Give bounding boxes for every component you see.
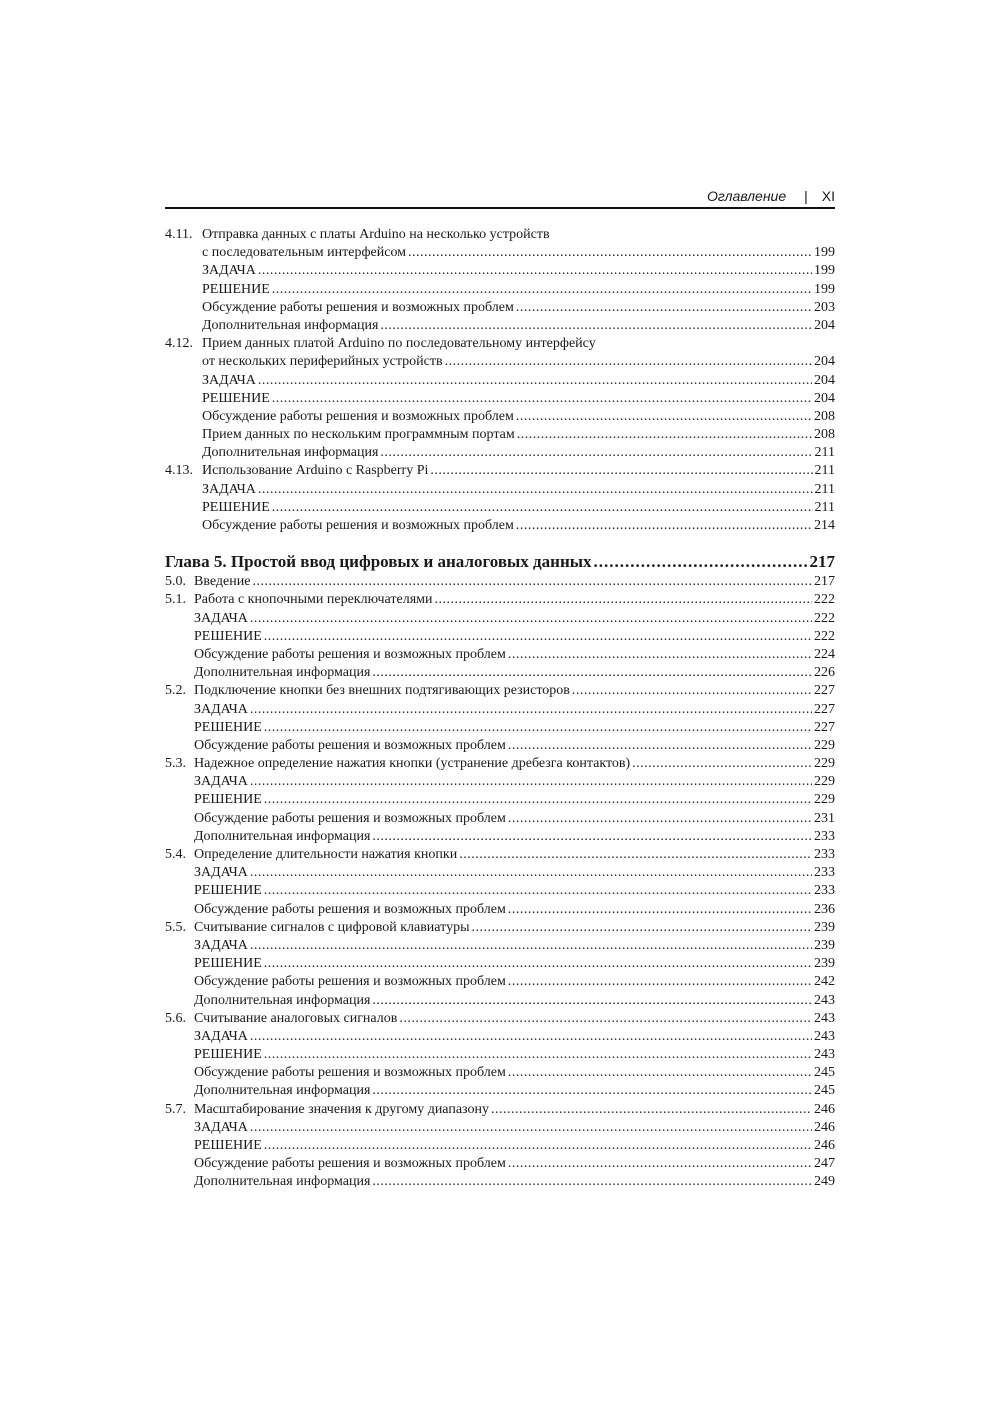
chapter-title: Глава 5. Простой ввод цифровых и аналоговых данных bbox=[165, 552, 592, 572]
toc-entry[interactable] bbox=[165, 226, 835, 244]
toc-page: 231 bbox=[814, 810, 835, 826]
toc-number: 4.13. bbox=[165, 463, 193, 479]
toc-leader bbox=[508, 1155, 812, 1173]
toc-leader bbox=[459, 846, 812, 864]
toc-title: Дополнительная информация bbox=[202, 317, 379, 333]
toc-entry[interactable] bbox=[165, 372, 835, 390]
toc-entry[interactable] bbox=[165, 610, 835, 628]
toc-page: 222 bbox=[814, 610, 835, 626]
toc-entry[interactable] bbox=[165, 955, 835, 973]
toc-title: Прием данных платой Arduino по последовательному интерфейсу bbox=[202, 336, 596, 352]
toc-page: 227 bbox=[814, 701, 835, 717]
toc-leader bbox=[508, 901, 812, 919]
toc-title: Считывание аналоговых сигналов bbox=[194, 1010, 398, 1026]
toc-entry[interactable] bbox=[165, 1119, 835, 1137]
toc-page: 243 bbox=[814, 1028, 835, 1044]
toc-page: 226 bbox=[814, 665, 835, 681]
toc-page: 204 bbox=[814, 317, 835, 333]
toc-leader bbox=[508, 810, 812, 828]
toc-entry[interactable] bbox=[165, 937, 835, 955]
toc-page: 211 bbox=[814, 499, 835, 515]
toc-page: 204 bbox=[814, 354, 835, 370]
toc-page: 211 bbox=[814, 445, 835, 461]
toc-number: 5.2. bbox=[165, 683, 186, 699]
toc-title: Определение длительности нажатия кнопки bbox=[194, 847, 458, 862]
toc-leader bbox=[258, 481, 813, 499]
toc-title: ЗАДАЧА bbox=[202, 263, 256, 279]
toc-leader bbox=[516, 517, 812, 535]
toc-page: 199 bbox=[814, 281, 835, 297]
toc-leader bbox=[272, 390, 812, 408]
toc-title: Обсуждение работы решения и возможных проблем bbox=[202, 518, 514, 533]
toc-entry[interactable] bbox=[165, 719, 835, 737]
toc-leader bbox=[264, 1137, 812, 1155]
toc-title: Прием данных по нескольким программным портам bbox=[202, 427, 515, 443]
toc-page: 199 bbox=[814, 245, 835, 261]
toc-chapter-entry[interactable] bbox=[165, 551, 835, 573]
toc-number: 4.11. bbox=[165, 227, 193, 242]
toc-title: Подключение кнопки без внешних подтягивающих резисторов bbox=[194, 683, 570, 699]
toc-page: 222 bbox=[814, 628, 835, 644]
toc-page: 229 bbox=[814, 756, 835, 772]
toc-page: 239 bbox=[814, 956, 835, 972]
header-separator: | bbox=[804, 188, 808, 204]
toc-title: Использование Arduino с Raspberry Pi bbox=[202, 463, 429, 479]
toc-page: 233 bbox=[814, 847, 835, 862]
toc-leader bbox=[508, 646, 812, 664]
toc-leader bbox=[632, 755, 812, 773]
header-page-number: XI bbox=[821, 188, 835, 204]
toc-title: Дополнительная информация bbox=[194, 1174, 371, 1190]
toc-title: Обсуждение работы решения и возможных проблем bbox=[194, 646, 506, 662]
toc-page: 229 bbox=[814, 737, 835, 753]
toc-entry[interactable] bbox=[165, 462, 835, 480]
toc-entry[interactable] bbox=[165, 1155, 835, 1173]
toc-title: РЕШЕНИЕ bbox=[194, 956, 262, 972]
toc-title: Дополнительная информация bbox=[194, 828, 371, 844]
toc-title: ЗАДАЧА bbox=[202, 372, 256, 388]
toc-page: 233 bbox=[814, 828, 835, 844]
toc-title: РЕШЕНИЕ bbox=[194, 1047, 262, 1063]
toc-title: ЗАДАЧА bbox=[194, 865, 248, 881]
toc-page: 214 bbox=[814, 518, 835, 533]
toc-title: ЗАДАЧА bbox=[194, 1028, 248, 1044]
toc-entry[interactable] bbox=[165, 901, 835, 919]
toc-number: 5.5. bbox=[165, 919, 186, 935]
toc-page: 242 bbox=[814, 974, 835, 990]
toc-entry[interactable] bbox=[165, 973, 835, 991]
toc-entry[interactable] bbox=[165, 244, 835, 262]
toc-title: РЕШЕНИЕ bbox=[194, 883, 262, 899]
header-rule bbox=[165, 207, 835, 209]
toc-page: 245 bbox=[814, 1083, 835, 1099]
toc-leader bbox=[372, 1173, 812, 1191]
toc-entry[interactable] bbox=[165, 317, 835, 335]
toc-leader bbox=[491, 1101, 812, 1119]
toc-leader bbox=[250, 1119, 812, 1137]
toc-page: 246 bbox=[814, 1101, 835, 1117]
toc-entry[interactable] bbox=[165, 353, 835, 371]
toc-leader bbox=[258, 262, 812, 280]
toc-leader bbox=[264, 628, 812, 646]
toc-entry[interactable] bbox=[165, 390, 835, 408]
toc-title: Дополнительная информация bbox=[194, 1083, 371, 1099]
toc-number: 4.12. bbox=[165, 336, 193, 352]
toc-leader bbox=[508, 973, 812, 991]
toc-page: 245 bbox=[814, 1065, 835, 1081]
toc-entry[interactable] bbox=[165, 864, 835, 882]
toc-leader bbox=[472, 919, 813, 937]
toc-number: 5.1. bbox=[165, 592, 186, 608]
toc-page: 203 bbox=[814, 299, 835, 315]
toc-title: ЗАДАЧА bbox=[194, 774, 248, 790]
toc-title: Работа с кнопочными переключателями bbox=[194, 592, 433, 608]
toc-leader bbox=[264, 882, 812, 900]
toc-title: Дополнительная информация bbox=[194, 665, 371, 681]
toc-page: 229 bbox=[814, 792, 835, 808]
toc-title: от нескольких периферийных устройств bbox=[202, 354, 443, 370]
toc-entry[interactable] bbox=[165, 664, 835, 682]
toc-leader bbox=[272, 499, 813, 517]
header-line bbox=[707, 186, 835, 206]
toc-page: 227 bbox=[814, 683, 835, 699]
toc-title: РЕШЕНИЕ bbox=[202, 499, 270, 515]
toc-leader bbox=[572, 682, 812, 700]
toc-title: Обсуждение работы решения и возможных проблем bbox=[194, 901, 506, 917]
toc-page: 246 bbox=[814, 1119, 835, 1135]
toc-leader bbox=[264, 955, 812, 973]
toc-entry[interactable] bbox=[165, 791, 835, 809]
toc-entry[interactable] bbox=[165, 335, 835, 353]
table-of-contents bbox=[165, 226, 835, 1192]
toc-page: 239 bbox=[814, 919, 835, 935]
toc-entry[interactable] bbox=[165, 992, 835, 1010]
toc-leader bbox=[430, 462, 812, 480]
toc-number: 5.4. bbox=[165, 847, 186, 862]
toc-page: 233 bbox=[814, 883, 835, 899]
toc-title: РЕШЕНИЕ bbox=[194, 719, 262, 735]
toc-entry[interactable] bbox=[165, 1137, 835, 1155]
toc-number: 5.3. bbox=[165, 756, 186, 772]
toc-leader bbox=[264, 1046, 812, 1064]
toc-entry[interactable] bbox=[165, 1064, 835, 1082]
toc-title: Дополнительная информация bbox=[194, 992, 371, 1008]
toc-entry[interactable] bbox=[165, 481, 835, 499]
toc-page: 233 bbox=[814, 865, 835, 881]
toc-number: 5.7. bbox=[165, 1101, 186, 1117]
toc-title: Считывание сигналов с цифровой клавиатуры bbox=[194, 919, 470, 935]
toc-leader bbox=[435, 591, 812, 609]
toc-title: РЕШЕНИЕ bbox=[202, 281, 270, 297]
toc-leader bbox=[380, 444, 812, 462]
toc-entry[interactable] bbox=[165, 1046, 835, 1064]
running-header bbox=[165, 186, 835, 206]
toc-title: с последовательным интерфейсом bbox=[202, 245, 407, 261]
toc-title: Введение bbox=[194, 574, 251, 590]
toc-page: 211 bbox=[814, 463, 835, 479]
toc-entry[interactable] bbox=[165, 773, 835, 791]
toc-leader bbox=[372, 1082, 812, 1100]
toc-title: ЗАДАЧА bbox=[194, 1119, 248, 1135]
toc-leader bbox=[516, 408, 812, 426]
toc-number: 5.0. bbox=[165, 574, 186, 590]
toc-entry[interactable] bbox=[165, 755, 835, 773]
toc-page: 247 bbox=[814, 1156, 835, 1172]
toc-leader bbox=[264, 719, 812, 737]
toc-entry[interactable] bbox=[165, 281, 835, 299]
toc-leader bbox=[372, 664, 812, 682]
toc-title: Надежное определение нажатия кнопки (устранение дребезга контактов) bbox=[194, 756, 631, 772]
toc-title: Отправка данных с платы Arduino на несколько устройств bbox=[202, 227, 550, 242]
toc-title: Обсуждение работы решения и возможных проблем bbox=[202, 408, 514, 424]
toc-page: 229 bbox=[814, 774, 835, 790]
toc-leader bbox=[250, 1028, 812, 1046]
toc-title: Обсуждение работы решения и возможных проблем bbox=[202, 299, 514, 315]
toc-title: Дополнительная информация bbox=[202, 445, 379, 461]
toc-leader bbox=[250, 937, 812, 955]
toc-entry[interactable] bbox=[165, 701, 835, 719]
toc-page: 208 bbox=[814, 408, 835, 424]
toc-entry[interactable] bbox=[165, 828, 835, 846]
toc-entry[interactable] bbox=[165, 846, 835, 864]
toc-leader bbox=[408, 244, 812, 262]
toc-entry[interactable] bbox=[165, 919, 835, 937]
toc-entry[interactable] bbox=[165, 646, 835, 664]
toc-leader bbox=[272, 281, 812, 299]
toc-page: 243 bbox=[814, 1047, 835, 1063]
toc-leader bbox=[399, 1010, 812, 1028]
toc-title: РЕШЕНИЕ bbox=[194, 792, 262, 808]
toc-page: 243 bbox=[814, 992, 835, 1008]
toc-entry[interactable] bbox=[165, 499, 835, 517]
toc-title: Обсуждение работы решения и возможных проблем bbox=[194, 974, 506, 990]
toc-page: 227 bbox=[814, 719, 835, 735]
toc-leader bbox=[250, 610, 812, 628]
toc-leader bbox=[372, 992, 812, 1010]
toc-page: 211 bbox=[814, 481, 835, 497]
toc-title: ЗАДАЧА bbox=[194, 701, 248, 717]
toc-entry[interactable] bbox=[165, 682, 835, 700]
toc-title: ЗАДАЧА bbox=[194, 937, 248, 953]
toc-page: 208 bbox=[814, 427, 835, 443]
toc-page: 199 bbox=[814, 263, 835, 279]
toc-page: 204 bbox=[814, 372, 835, 388]
toc-leader bbox=[445, 353, 812, 371]
toc-title: РЕШЕНИЕ bbox=[194, 628, 262, 644]
toc-entry[interactable] bbox=[165, 517, 835, 535]
toc-page: 224 bbox=[814, 646, 835, 662]
toc-page: 217 bbox=[814, 574, 835, 590]
toc-leader bbox=[250, 701, 812, 719]
toc-entry[interactable] bbox=[165, 1101, 835, 1119]
toc-entry[interactable] bbox=[165, 628, 835, 646]
toc-leader bbox=[508, 737, 812, 755]
toc-leader bbox=[516, 299, 812, 317]
chapter-page: 217 bbox=[809, 552, 835, 572]
toc-leader bbox=[252, 573, 812, 591]
toc-page: 249 bbox=[814, 1174, 835, 1190]
toc-leader bbox=[517, 426, 812, 444]
toc-entry[interactable] bbox=[165, 426, 835, 444]
toc-title: Масштабирование значения к другому диапазону bbox=[194, 1101, 489, 1117]
toc-leader bbox=[264, 791, 812, 809]
toc-leader bbox=[380, 317, 812, 335]
toc-entry[interactable] bbox=[165, 444, 835, 462]
toc-title: Обсуждение работы решения и возможных проблем bbox=[194, 1065, 506, 1081]
toc-entry[interactable] bbox=[165, 1028, 835, 1046]
toc-entry[interactable] bbox=[165, 262, 835, 280]
toc-page: 236 bbox=[814, 901, 835, 917]
toc-entry[interactable] bbox=[165, 810, 835, 828]
toc-title: ЗАДАЧА bbox=[194, 610, 248, 626]
toc-entry[interactable] bbox=[165, 1010, 835, 1028]
toc-leader bbox=[594, 551, 808, 573]
toc-entry[interactable] bbox=[165, 882, 835, 900]
toc-entry[interactable] bbox=[165, 299, 835, 317]
toc-leader bbox=[250, 864, 812, 882]
toc-entry[interactable] bbox=[165, 1173, 835, 1191]
toc-leader bbox=[508, 1064, 812, 1082]
toc-entry[interactable] bbox=[165, 408, 835, 426]
toc-leader bbox=[258, 372, 812, 390]
toc-title: Обсуждение работы решения и возможных проблем bbox=[194, 810, 506, 826]
header-title: Оглавление bbox=[707, 188, 787, 204]
toc-page: 204 bbox=[814, 390, 835, 406]
toc-leader bbox=[250, 773, 812, 791]
toc-page: 239 bbox=[814, 937, 835, 953]
toc-page: 243 bbox=[814, 1010, 835, 1026]
toc-title: Обсуждение работы решения и возможных проблем bbox=[194, 1156, 506, 1172]
toc-entry[interactable] bbox=[165, 737, 835, 755]
toc-leader bbox=[372, 828, 812, 846]
toc-page: 246 bbox=[814, 1138, 835, 1153]
toc-entry[interactable] bbox=[165, 591, 835, 609]
toc-entry[interactable] bbox=[165, 1082, 835, 1100]
toc-title: ЗАДАЧА bbox=[202, 481, 256, 497]
toc-page: 222 bbox=[814, 592, 835, 608]
toc-entry[interactable] bbox=[165, 573, 835, 591]
toc-number: 5.6. bbox=[165, 1010, 186, 1026]
toc-title: РЕШЕНИЕ bbox=[202, 390, 270, 406]
toc-title: Обсуждение работы решения и возможных проблем bbox=[194, 737, 506, 753]
toc-title: РЕШЕНИЕ bbox=[194, 1138, 262, 1153]
